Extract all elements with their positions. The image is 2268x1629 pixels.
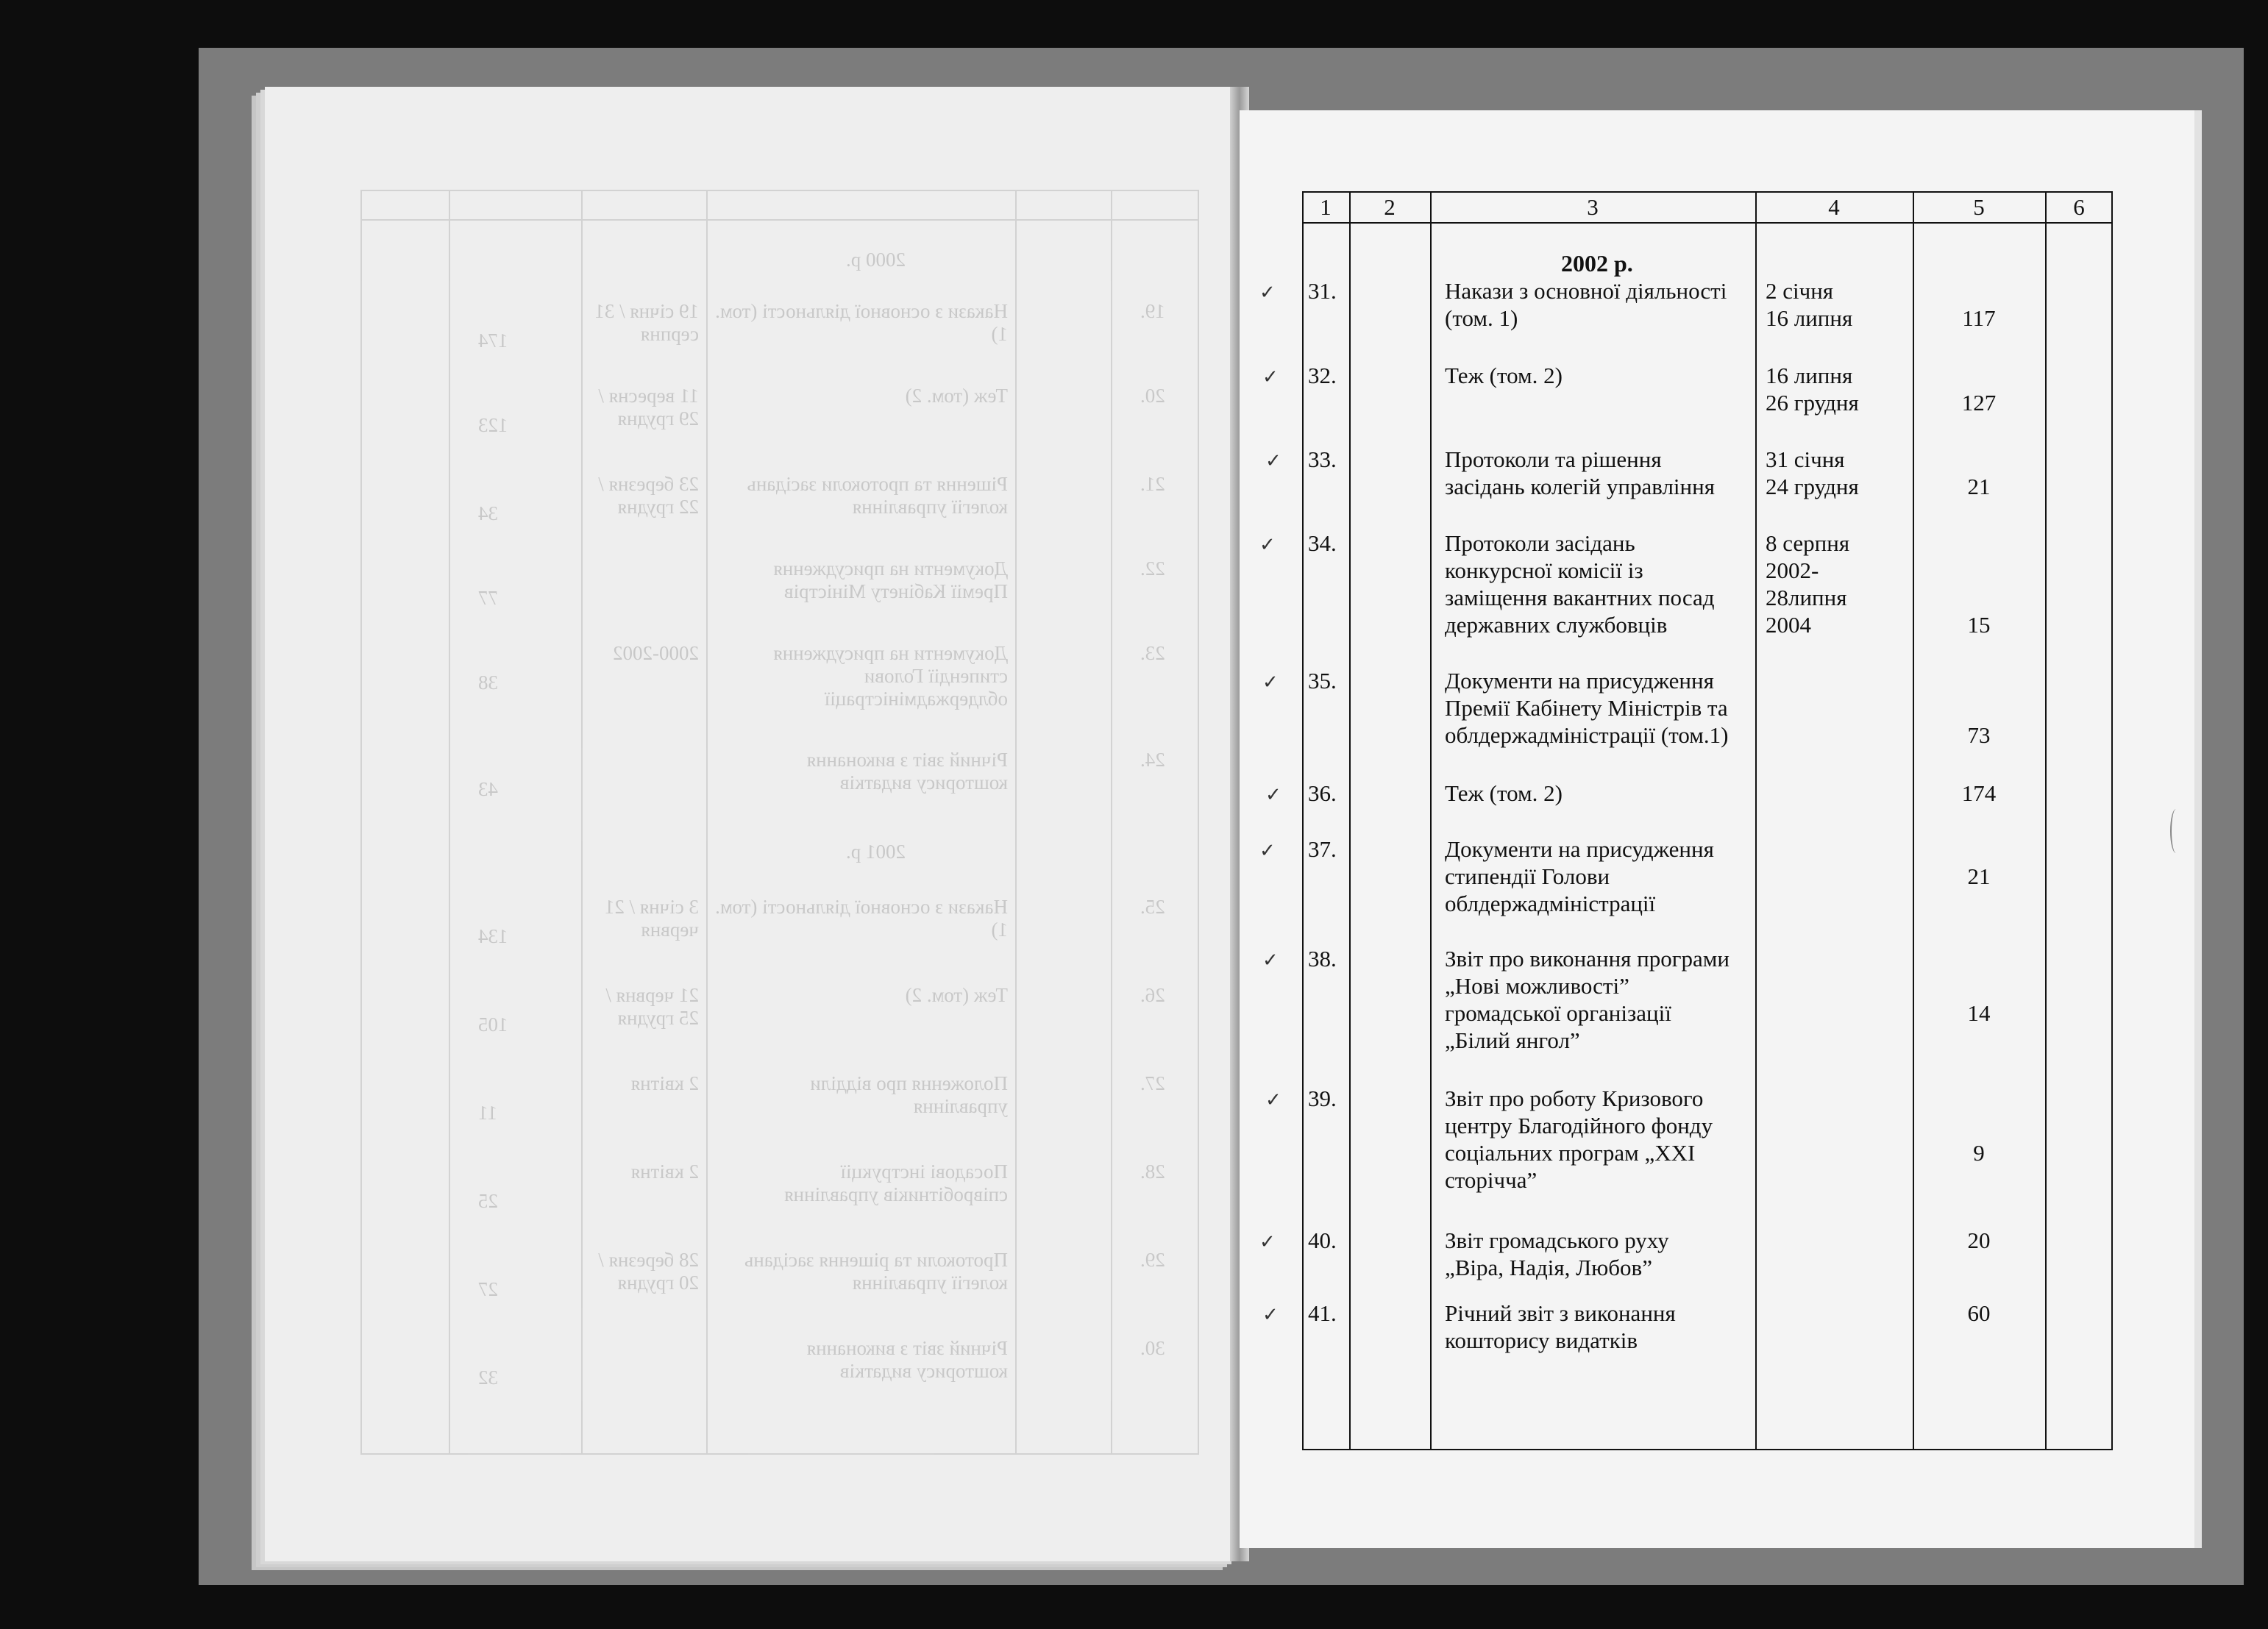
row-title-line: Протоколи засідань xyxy=(1445,530,1635,556)
row-date-line: 2 січня xyxy=(1766,278,1834,304)
row-title-line: облдержадміністрації xyxy=(1445,891,1656,916)
ghost-row-dates: 2 квітня xyxy=(630,1161,699,1183)
ghost-row-dates: 2000-2002 xyxy=(613,642,699,664)
row-date-line: 28липня xyxy=(1766,585,1847,610)
row-title-line: сторічча” xyxy=(1445,1167,1538,1193)
row-page-count: 9 xyxy=(1973,1140,1985,1166)
pencil-mark xyxy=(2170,809,2182,853)
inventory-table xyxy=(1259,191,2113,1450)
row-page-count: 60 xyxy=(1967,1300,1991,1326)
row-title-line: Протоколи та рішення xyxy=(1445,446,1662,472)
ghost-row-pages: 32 xyxy=(478,1366,498,1389)
table-col-line xyxy=(1913,191,1914,1450)
ghost-row-pages: 11 xyxy=(478,1102,497,1124)
ghost-row-line xyxy=(360,219,1199,221)
ghost-row-number: 25. xyxy=(1140,896,1165,918)
row-page-count: 14 xyxy=(1967,1000,1991,1026)
check-mark-icon: ✓ xyxy=(1265,784,1281,806)
ghost-row-dates: 19 січня / 31 серпня xyxy=(594,300,699,345)
row-title-line: Теж (том. 2) xyxy=(1445,363,1563,388)
table-header-cell: 1 xyxy=(1320,194,1332,220)
ghost-row-pages: 43 xyxy=(478,778,498,800)
row-number: 40. xyxy=(1308,1227,1337,1253)
table-col-line xyxy=(1302,191,1304,1450)
row-number: 35. xyxy=(1308,668,1337,694)
row-page-count: 21 xyxy=(1967,863,1991,889)
ghost-col-line xyxy=(449,190,450,1455)
ghost-row-text: Посадові інструкції співробітників управління xyxy=(784,1161,1008,1205)
row-number: 37. xyxy=(1308,836,1337,862)
row-date-line: 8 серпня xyxy=(1766,530,1850,556)
ghost-col-line xyxy=(360,190,362,1455)
row-number: 34. xyxy=(1308,530,1337,556)
ghost-col-line xyxy=(581,190,583,1455)
ghost-row-pages: 174 xyxy=(478,329,508,352)
ghost-row-text: Документи на присудження стипендії Голови облдержадміністрації xyxy=(773,642,1008,710)
ghost-row-dates: 28 березня / 20 грудня xyxy=(598,1249,699,1294)
table-col-line xyxy=(2111,191,2113,1450)
row-title-line: стипендії Голови xyxy=(1445,863,1610,889)
row-number: 38. xyxy=(1308,946,1337,972)
row-number: 39. xyxy=(1308,1086,1337,1111)
ghost-row-number: 20. xyxy=(1140,385,1165,407)
row-title-line: кошторису видатків xyxy=(1445,1327,1638,1353)
table-header-cell: 6 xyxy=(2073,194,2085,220)
ghost-row-pages: 27 xyxy=(478,1278,498,1300)
check-mark-icon: ✓ xyxy=(1265,450,1281,472)
table-row-line xyxy=(1302,1449,2113,1450)
row-page-count: 20 xyxy=(1967,1227,1991,1253)
row-number: 41. xyxy=(1308,1300,1337,1326)
check-mark-icon: ✓ xyxy=(1262,949,1279,972)
ghost-row-number: 26. xyxy=(1140,984,1165,1006)
table-header-cell: 4 xyxy=(1828,194,1840,220)
bleed-through-table xyxy=(360,190,1199,1455)
ghost-row-text: Річний звіт з виконання кошторису видатків xyxy=(806,1337,1008,1382)
table-col-line xyxy=(2045,191,2047,1450)
ghost-row-pages: 38 xyxy=(478,671,498,694)
row-title-line: заміщення вакантних посад xyxy=(1445,585,1715,610)
ghost-row-text: Документи на присудження Премії Кабінету Міністрів xyxy=(773,557,1008,602)
row-title-line: „Білий янгол” xyxy=(1445,1027,1580,1053)
check-mark-icon: ✓ xyxy=(1259,282,1276,304)
ghost-row-pages: 34 xyxy=(478,502,498,524)
row-date-line: 26 грудня xyxy=(1766,390,1859,416)
table-header-cell: 3 xyxy=(1587,194,1599,220)
row-title-line: конкурсної комісії із xyxy=(1445,557,1643,583)
row-title-line: Річний звіт з виконання xyxy=(1445,1300,1676,1326)
check-mark-icon: ✓ xyxy=(1262,1304,1279,1326)
row-title-line: Звіт про виконання програми xyxy=(1445,946,1730,972)
row-page-count: 127 xyxy=(1961,390,1997,416)
check-mark-icon: ✓ xyxy=(1262,366,1279,388)
ghost-row-text: Річний звіт з виконання кошторису видатків xyxy=(806,749,1008,794)
ghost-row-text: Теж (том. 2) xyxy=(905,385,1008,407)
ghost-row-number: 30. xyxy=(1140,1337,1165,1359)
check-mark-icon: ✓ xyxy=(1259,1231,1276,1253)
ghost-row-dates: 21 червня / 25 грудня xyxy=(605,984,699,1029)
row-number: 31. xyxy=(1308,278,1337,304)
ghost-row-dates: 11 вересня / 29 грудня xyxy=(598,385,699,429)
ghost-row-pages: 25 xyxy=(478,1190,498,1212)
table-row-line xyxy=(1302,191,2113,193)
ghost-row-number: 24. xyxy=(1140,749,1165,771)
row-date-line: 2002- xyxy=(1766,557,1819,583)
row-page-count: 21 xyxy=(1967,474,1991,499)
ghost-row-number: 29. xyxy=(1140,1249,1165,1271)
table-row-line xyxy=(1302,222,2113,224)
ghost-row-text: Накази з основної діяльності (том. 1) xyxy=(715,896,1008,941)
ghost-row-dates: 23 березня / 22 грудня xyxy=(598,473,699,518)
table-header-cell: 2 xyxy=(1384,194,1396,220)
ghost-row-number: 21. xyxy=(1140,473,1165,495)
row-page-count: 117 xyxy=(1962,305,1996,331)
ghost-year: 2000 р. xyxy=(846,249,906,271)
ghost-row-number: 22. xyxy=(1140,557,1165,580)
ghost-col-line xyxy=(1111,190,1112,1455)
ghost-row-line xyxy=(360,190,1199,191)
ghost-row-pages: 134 xyxy=(478,925,508,947)
ghost-row-text: Накази з основної діяльності (том. 1) xyxy=(715,300,1008,345)
row-page-count: 73 xyxy=(1967,722,1991,748)
row-title-line: державних службовців xyxy=(1445,612,1668,638)
ghost-row-text: Протоколи та рішення засідань колегії управління xyxy=(744,1249,1008,1294)
row-title-line: (том. 1) xyxy=(1445,305,1518,331)
row-number: 33. xyxy=(1308,446,1337,472)
ghost-row-line xyxy=(360,1453,1199,1455)
ghost-year: 2001 р. xyxy=(846,841,906,863)
row-title-line: центру Благодійного фонду xyxy=(1445,1113,1713,1138)
row-title-line: соціальних програм „XXI xyxy=(1445,1140,1696,1166)
row-title-line: Документи на присудження xyxy=(1445,836,1714,862)
ghost-col-line xyxy=(706,190,708,1455)
row-date-line: 16 липня xyxy=(1766,363,1853,388)
row-date-line: 16 липня xyxy=(1766,305,1853,331)
row-title-line: Премії Кабінету Міністрів та xyxy=(1445,695,1728,721)
check-mark-icon: ✓ xyxy=(1265,1089,1281,1111)
row-page-count: 15 xyxy=(1967,612,1991,638)
ghost-row-text: Теж (том. 2) xyxy=(905,984,1008,1006)
row-title-line: Теж (том. 2) xyxy=(1445,780,1563,806)
row-date-line: 31 січня xyxy=(1766,446,1845,472)
row-date-line: 2004 xyxy=(1766,612,1811,638)
row-date-line: 24 грудня xyxy=(1766,474,1859,499)
year-heading: 2002 р. xyxy=(1561,250,1633,277)
row-title-line: Звіт громадського руху xyxy=(1445,1227,1669,1253)
row-number: 36. xyxy=(1308,780,1337,806)
row-title-line: громадської організації xyxy=(1445,1000,1671,1026)
ghost-row-pages: 123 xyxy=(478,414,508,436)
table-col-line xyxy=(1430,191,1432,1450)
check-mark-icon: ✓ xyxy=(1259,840,1276,862)
table-col-line xyxy=(1755,191,1757,1450)
row-title-line: облдержадміністрації (том.1) xyxy=(1445,722,1729,748)
table-header-cell: 5 xyxy=(1973,194,1985,220)
ghost-col-line xyxy=(1198,190,1199,1455)
check-mark-icon: ✓ xyxy=(1259,534,1276,556)
ghost-row-number: 28. xyxy=(1140,1161,1165,1183)
ghost-row-pages: 77 xyxy=(478,587,498,609)
row-title-line: „Віра, Надія, Любов” xyxy=(1445,1255,1652,1280)
table-col-line xyxy=(1349,191,1351,1450)
row-number: 32. xyxy=(1308,363,1337,388)
ghost-row-number: 23. xyxy=(1140,642,1165,664)
ghost-col-line xyxy=(1015,190,1017,1455)
row-title-line: „Нові можливості” xyxy=(1445,973,1629,999)
row-title-line: Документи на присудження xyxy=(1445,668,1714,694)
ghost-row-dates: 3 січня / 21 червня xyxy=(604,896,699,941)
ghost-row-number: 19. xyxy=(1140,300,1165,322)
check-mark-icon: ✓ xyxy=(1262,671,1279,694)
ghost-row-number: 27. xyxy=(1140,1072,1165,1094)
row-title-line: засідань колегій управління xyxy=(1445,474,1715,499)
row-title-line: Накази з основної діяльності xyxy=(1445,278,1727,304)
row-page-count: 174 xyxy=(1961,780,1997,806)
ghost-row-text: Рішення та протоколи засідань колегії управління xyxy=(747,473,1008,518)
ghost-row-pages: 105 xyxy=(478,1013,508,1035)
ghost-row-dates: 2 квітня xyxy=(630,1072,699,1094)
ghost-row-text: Положення про відділи управління xyxy=(810,1072,1008,1117)
row-title-line: Звіт про роботу Кризового xyxy=(1445,1086,1704,1111)
